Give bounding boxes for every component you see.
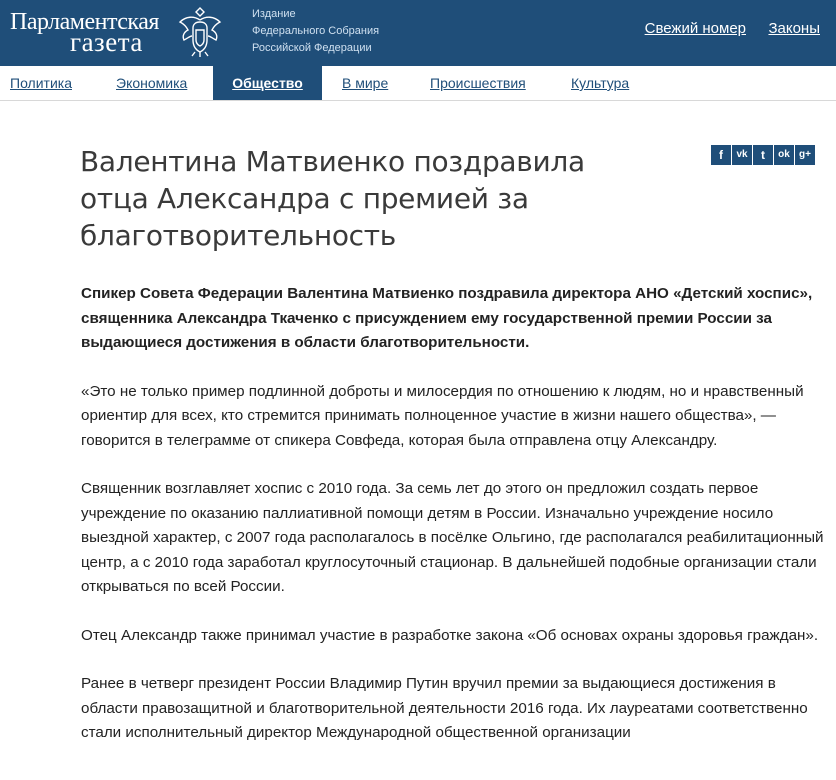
nav-item-politics[interactable]: Политика bbox=[10, 75, 72, 91]
nav-item-world[interactable]: В мире bbox=[342, 75, 389, 91]
twitter-icon[interactable]: t bbox=[753, 145, 773, 165]
share-buttons bbox=[711, 145, 816, 165]
tagline-line-3: Российской Федерации bbox=[252, 42, 372, 54]
article-title: Валентина Матвиенко поздравила отца Александра с премией за благотворительность bbox=[80, 145, 585, 252]
tagline-line-1: Издание bbox=[252, 8, 296, 20]
double-headed-eagle-icon bbox=[176, 6, 224, 58]
vk-icon[interactable]: vk bbox=[732, 145, 752, 165]
tagline-line-2: Федерального Собрания bbox=[252, 25, 380, 37]
google-plus-icon[interactable]: g+ bbox=[795, 145, 815, 165]
logo-line-2: газета bbox=[70, 27, 143, 57]
nav-item-culture[interactable]: Культура bbox=[571, 75, 630, 91]
site-header bbox=[0, 0, 836, 66]
article-paragraph: «Это не только пример подлинной доброты и милосердия по отношению к людям, но и нравственный ориентир для всех, кто стремится принимать полноценное участие в жизни нашего общества», — говорится в телеграмме от спикера Совфеда, которая была отправлена отцу Александру. bbox=[81, 382, 804, 449]
top-links bbox=[627, 20, 820, 38]
article-lead: Спикер Совета Федерации Валентина Матвиенко поздравила директора АНО «Детский хоспис», священника Александра Ткаченко с присуждением ему государственной премии России за выдающиеся достижения в области благотворительности. bbox=[81, 285, 813, 351]
nav-item-society[interactable]: Общество bbox=[213, 66, 322, 100]
article-body bbox=[81, 282, 831, 770]
site-logo[interactable] bbox=[10, 6, 180, 60]
logo-line-1: Парламентская bbox=[10, 9, 159, 35]
nav-item-incidents[interactable]: Происшествия bbox=[430, 75, 526, 91]
fresh-issue-link[interactable]: Свежий номер bbox=[644, 20, 746, 37]
article-paragraph: Священник возглавляет хоспис с 2010 года. За семь лет до этого он предложил создать первое учреждение по оказанию паллиативной помощи детям в России. Изначально учреждение носило выездной характер, с 2007 года располагалось в посёлке Ольгино, где располагался реабилитационный центр, а с 2010 года заработал круглосуточный стационар. В дальнейшей подобные организации стали открываться по всей России. bbox=[81, 480, 824, 595]
article-paragraph: Ранее в четверг президент России Владимир Путин вручил премии за выдающиеся достижения в области правозащитной и благотворительной деятельности 2016 года. Их лауреатами соответственно стали исполнительный директор Международной общественной организации bbox=[81, 675, 808, 741]
facebook-icon[interactable]: f bbox=[711, 145, 731, 165]
tagline bbox=[252, 6, 379, 57]
odnoklassniki-icon[interactable]: ok bbox=[774, 145, 794, 165]
laws-link[interactable]: Законы bbox=[768, 20, 820, 37]
section-nav bbox=[0, 66, 836, 101]
article-paragraph: Отец Александр также принимал участие в разработке закона «Об основах охраны здоровья граждан». bbox=[81, 626, 819, 644]
nav-item-economy[interactable]: Экономика bbox=[116, 75, 188, 91]
